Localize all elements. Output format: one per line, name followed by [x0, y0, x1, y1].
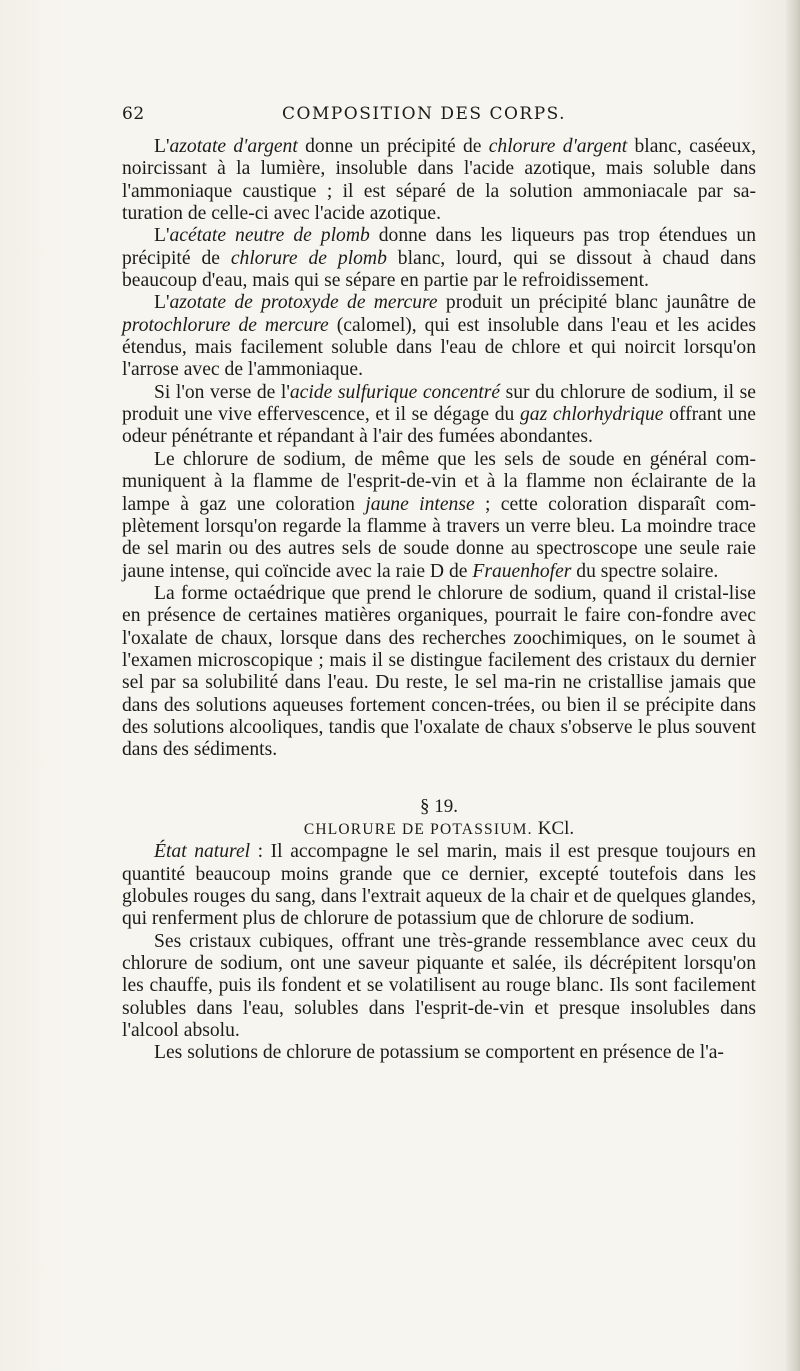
paragraph-run: L' [154, 225, 170, 247]
body-text [122, 136, 756, 1065]
italic-term: acétate neutre de plomb [169, 225, 370, 247]
section-paragraph [122, 931, 756, 1043]
page-number: 62 [122, 104, 145, 124]
paragraph-run: (calomel), qui est insoluble dans l'eau et les acides étendus, mais facilement soluble dans l'eau de chlore et qui noircit lorsqu'on l'arrose avec de l'ammoniaque. [122, 314, 756, 381]
paragraph [122, 449, 756, 583]
italic-term: gaz chlorhydrique [519, 404, 664, 426]
main-paragraphs [122, 136, 756, 762]
section-title-text: CHLORURE DE POTASSIUM. [303, 820, 533, 838]
italic-term: jaune intense [365, 493, 475, 515]
italic-term: acide sulfurique concentré [289, 381, 501, 403]
section-title [122, 818, 756, 841]
paragraph-run: L' [154, 292, 170, 314]
paragraph-run: blanc, caséeux, noircissant à la lumière, insoluble dans l'acide azotique, mais soluble dans l'ammoniaque caustique ; il est séparé de la solution ammoniacale par sa-turation de celle-ci avec l'acide azotique. [122, 136, 756, 225]
paragraph [122, 382, 756, 449]
paragraph-run: du spectre solaire. [571, 560, 719, 582]
paragraph-run: produit un précipité blanc jaunâtre de [437, 292, 756, 314]
paragraph-run: Les solutions de chlorure de potassium se comportent en présence de l'a- [154, 1042, 724, 1064]
paragraph-run: Ses cristaux cubiques, offrant une très-grande ressemblance avec ceux du chlorure de sodium, ont une saveur piquante et salée, ils décrépitent lorsqu'on les chauffe, puis ils fondent et se volatilisent au rouge blanc. Ils sont facilement solubles dans l'eau, solubles dans l'esprit-de-vin et presque insolubles dans l'alcool absolu. [122, 930, 756, 1042]
paragraph-run: donne dans les liqueurs pas trop étendues un précipité de [122, 225, 757, 269]
paragraph-run: sur du chlorure de sodium, il se produit une vive effervescence, et il se dégage du [122, 381, 756, 426]
section-number: § 19. [420, 795, 458, 817]
section-formula: KCl. [537, 817, 575, 839]
section-paragraphs [122, 841, 756, 1064]
paragraph [122, 136, 756, 225]
section-paragraph [122, 841, 756, 930]
italic-term: chlorure d'argent [488, 136, 628, 157]
paragraph [122, 225, 756, 292]
paragraph-run: offrant une odeur pénétrante et répandant à l'air des fumées abondantes. [122, 404, 756, 448]
paragraph-run: L' [154, 136, 170, 157]
paragraph-run: ; cette coloration disparaît com-plètement lorsqu'on regarde la flamme à travers un verre bleu. La moindre trace de sel marin ou des autres sels de soude donne au spectroscope une seule raie jaune intense, qui coïncide avec la raie D de [122, 493, 757, 582]
paragraph-run: Si l'on verse de l' [154, 381, 290, 403]
italic-term: protochlorure de mercure [122, 314, 329, 336]
paragraph-run: donne un précipité de [297, 136, 489, 157]
italic-term: azotate d'argent [169, 136, 298, 157]
paragraph-run: : Il accompagne le sel marin, mais il est presque toujours en quantité beaucoup moins grande que ce dernier, excepté toutefois dans les globules rouges du sang, dans l'extrait aqueux de la chair et de quelques glandes, qui renferment plus de chlorure de potassium que de chlorure de sodium. [122, 841, 756, 930]
paragraph [122, 292, 756, 381]
italic-term: azotate de protoxyde de mercure [169, 292, 438, 314]
paragraph-run: Le chlorure de sodium, de même que les sels de soude en général com-muniquent à la flamme de l'esprit-de-vin et à la flamme non éclairante de la lampe à gaz une coloration [122, 448, 756, 515]
italic-term: État naturel [154, 841, 251, 863]
running-head: COMPOSITION DES CORPS. [282, 104, 567, 124]
paragraph-run: La forme octaédrique que prend le chlorure de sodium, quand il cristal-lise en présence de certaines matières organiques, pourrait le faire con-fondre avec l'oxalate de chaux, lorsque dans des recherches zoochimiques, on le soumet à l'examen microscopique ; mais il se distingue facilement des cristaux du dernier sel par sa solubilité dans l'eau. Du reste, le sel ma-rin ne cristallise jamais que dans des solutions aqueuses fortement concen-trées, ou bien il se précipite dans des solutions alcooliques, tandis que l'oxalate de chaux s'observe le plus souvent dans des sédiments. [122, 582, 756, 761]
section-paragraph [122, 1042, 756, 1064]
paragraph-run: blanc, lourd, qui se dissout à chaud dans beaucoup d'eau, mais qui se sépare en partie par le refroidissement. [122, 247, 756, 292]
page-edge-shadow [786, 0, 800, 1371]
italic-term: Frauenhofer [472, 560, 572, 582]
paragraph [122, 583, 756, 762]
italic-term: chlorure de plomb [230, 247, 387, 269]
page-header [122, 104, 722, 128]
